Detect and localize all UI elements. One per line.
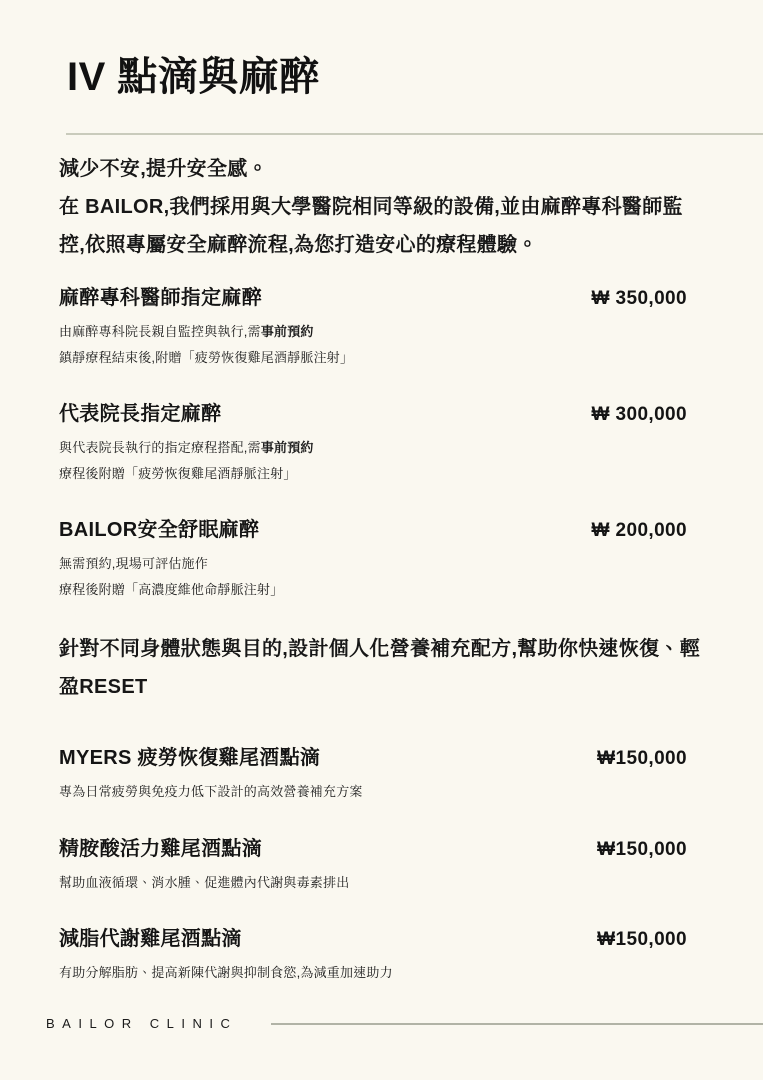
iv-section-note: 針對不同身體狀態與目的,設計個人化營養補充配方,幫助你快速恢復、輕盈RESET [59, 638, 701, 698]
menu-item-price: ₩150,000 [597, 838, 687, 860]
brand-logo-text: BAILOR CLINIC [46, 1016, 238, 1031]
anesthesia-menu-section [59, 286, 721, 602]
menu-item-price: ₩150,000 [597, 748, 687, 769]
iv-menu-section [59, 746, 721, 986]
desc-bold-text: 事前預約 [260, 324, 314, 339]
menu-item-desc: 幫助血液循環、消水腫、促進體內代謝與毒素排出 [59, 874, 350, 890]
page-title: IV 點滴與麻醉 [67, 55, 320, 99]
menu-item-title: MYERS 疲勞恢復雞尾酒點滴 [59, 747, 321, 769]
footer [46, 1016, 763, 1031]
menu-item-head [59, 402, 721, 427]
menu-item-director-anesthesia [59, 402, 721, 486]
menu-item-desc: 有助分解脂肪、提高新陳代謝與抑制食慾,為減重加速助力 [59, 965, 393, 980]
menu-item-desc: 專為日常疲勞與免疫力低下設計的高效營養補充方案 [59, 784, 363, 799]
menu-item-head [59, 927, 721, 952]
menu-item-desc [59, 435, 721, 461]
menu-item-price: ₩ 350,000 [591, 288, 687, 309]
menu-item-fatburn-iv [59, 927, 721, 986]
menu-item-title: 代表院長指定麻醉 [59, 403, 222, 425]
intro-line-1: 減少不安,提升安全感。 [59, 158, 268, 180]
menu-item-desc: 療程後附贈「疲勞恢復雞尾酒靜脈注射」 [59, 465, 297, 481]
menu-item-desc: 無需預約,現場可評估施作 [59, 556, 209, 571]
menu-item-arginine-iv [59, 837, 721, 896]
menu-item-desc [59, 319, 721, 345]
desc-text: 與代表院長執行的指定療程搭配,需 [59, 440, 261, 455]
title-divider [66, 133, 763, 135]
menu-item-title: 麻醉專科醫師指定麻醉 [59, 287, 262, 309]
menu-item-desc: 療程後附贈「高濃度維他命靜脈注射」 [59, 581, 284, 597]
menu-item-head [59, 518, 721, 543]
menu-item-price: ₩ 300,000 [591, 404, 687, 425]
intro-text [59, 150, 705, 264]
menu-item-anesthesia-specialist [59, 286, 721, 370]
menu-item-head [59, 837, 721, 862]
menu-item-desc: 鎮靜療程結束後,附贈「疲勞恢復雞尾酒靜脈注射」 [59, 349, 354, 365]
menu-item-bailor-sleep-anesthesia [59, 518, 721, 602]
menu-item-price: ₩150,000 [597, 929, 687, 950]
menu-item-head [59, 286, 721, 311]
footer-divider-line [271, 1023, 763, 1025]
menu-item-title: 減脂代謝雞尾酒點滴 [59, 928, 242, 950]
menu-item-head [59, 746, 721, 771]
menu-item-price: ₩ 200,000 [591, 520, 687, 541]
menu-item-title: 精胺酸活力雞尾酒點滴 [59, 837, 262, 860]
desc-text: 由麻醉專科院長親自監控與執行,需 [59, 324, 261, 339]
desc-bold-text: 事前預約 [260, 440, 314, 455]
menu-item-myers-iv [59, 746, 721, 805]
intro-line-2: 在 BAILOR,我們採用與大學醫院相同等級的設備,並由麻醉專科醫師監控,依照專屬安全麻醉流程,為您打造安心的療程體驗。 [59, 196, 683, 256]
menu-item-title: BAILOR安全舒眠麻醉 [59, 519, 260, 541]
